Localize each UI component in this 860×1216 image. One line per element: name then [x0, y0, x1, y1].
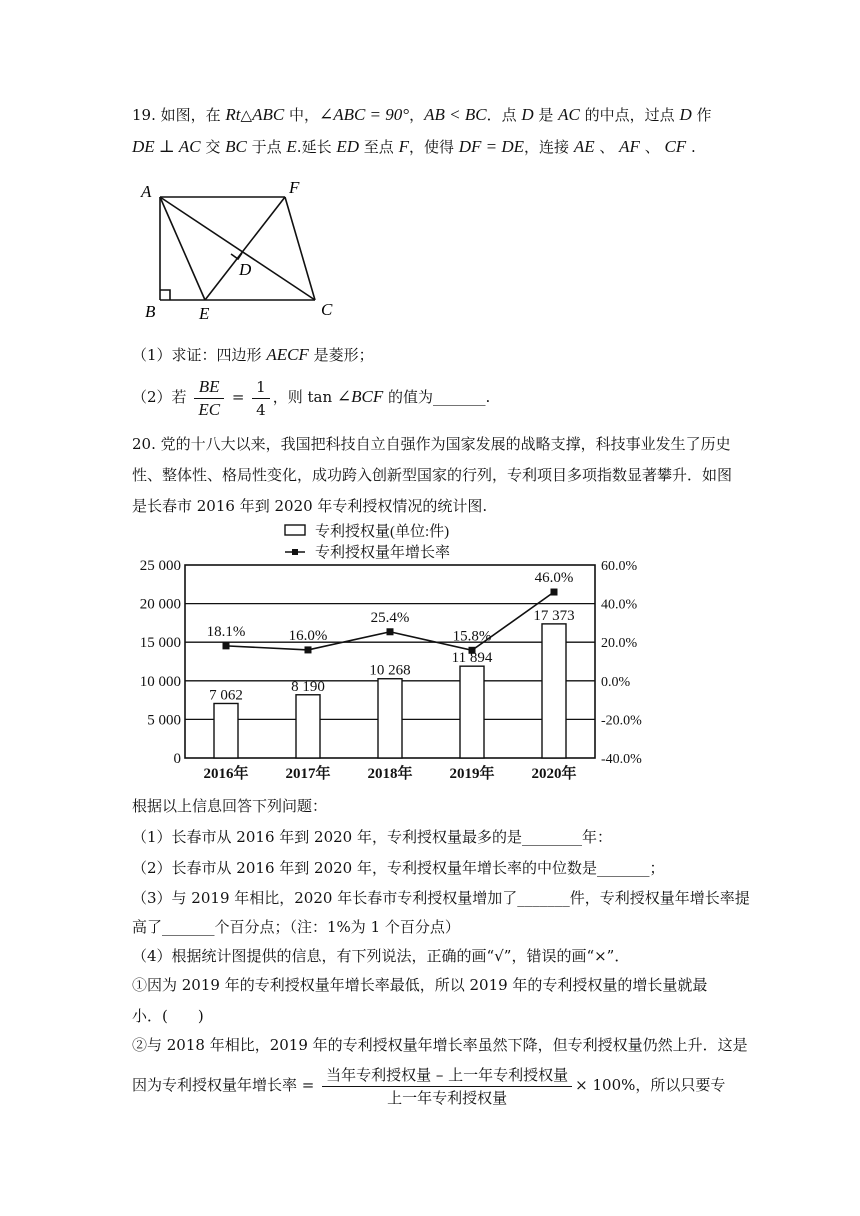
left-tick-label: 25 000 [139, 558, 181, 574]
right-tick-label: 40.0% [601, 597, 638, 613]
q19-part2: （2）若 $\frac{BE}{EC}$ = $\frac{1}{4}$ ，则 tan ∠BCF 的值为_______. [132, 376, 491, 419]
growth-rate-formula: $\frac{\text{当年专利授权量 – 上一年专利授权量}}{\text{上一年专利授权量}}$ [322, 1064, 572, 1109]
legend-bar-label: 专利授权量(单位:件) [315, 524, 450, 540]
left-tick-label: 5 000 [147, 712, 181, 729]
q20-lead: 根据以上信息回答下列问题： [132, 797, 328, 815]
q20-statement-1a: ①因为 2019 年的专利授权量年增长率最低，所以 2019 年的专利授权量的增长量就最 [132, 976, 708, 994]
q20-question-3a: （3）与 2019 年相比，2020 年长春市专利授权量增加了_______件，专利授权量年增长率提 [132, 889, 750, 907]
fraction-be-ec: $\frac{BE}{EC}$ [194, 376, 224, 421]
patent-chart [125, 520, 645, 788]
label-f: F [289, 178, 300, 197]
bar-value-label: 17 373 [533, 607, 575, 624]
label-c: C [321, 300, 333, 319]
bar [296, 695, 320, 758]
category-label: 2019年 [449, 766, 495, 782]
growth-value-label: 16.0% [288, 627, 328, 644]
left-tick-label: 10 000 [139, 673, 181, 690]
label-a: A [141, 182, 152, 201]
right-tick-label: -40.0% [601, 752, 642, 767]
bar [460, 666, 484, 758]
geometry-figure [135, 175, 345, 325]
bar-value-label: 8 190 [291, 678, 325, 695]
legend-line-marker [292, 549, 298, 555]
growth-point [305, 646, 312, 653]
segment-fc [285, 197, 315, 300]
right-tick-label: 0.0% [601, 674, 631, 690]
q20-intro-line2: 性、整体性、格局性变化，成功跨入创新型国家的行列，专利项目多项指数显著攀升．如图 [132, 466, 733, 484]
right-tick-label: 60.0% [601, 559, 638, 574]
q20-question-1: （1）长春市从 2016 年到 2020 年，专利授权量最多的是________年： [132, 828, 612, 846]
bar-value-label: 11 894 [451, 650, 493, 667]
q19-line2: DE ⊥ AC 交 BC 于点 E.延长 ED 至点 F，使得 DF = DE，连接 AE 、 AF 、 CF . [132, 137, 696, 156]
right-tick-label: 20.0% [601, 636, 638, 652]
right-angle-b [160, 290, 170, 300]
q20-intro-line1: 20. 党的十八大以来，我国把科技自立自强作为国家发展的战略支撑，科技事业发生了历史 [132, 435, 731, 453]
q20-question-2: （2）长春市从 2016 年到 2020 年，专利授权量年增长率的中位数是_______； [132, 859, 665, 877]
category-label: 2016年 [203, 766, 249, 782]
chart-bars [214, 624, 566, 758]
label-d: D [239, 260, 252, 279]
growth-point [387, 628, 394, 635]
q20-intro-line3: 是长春市 2016 年到 2020 年专利授权情况的统计图. [132, 497, 488, 515]
q20-statement-2b: 因为专利授权量年增长率 = $\frac{\text{当年专利授权量 – 上一年专利授权量}}{\text{上一年专利授权量}}$ × 100%，所以只要专 [132, 1065, 726, 1107]
right-tick-label: -20.0% [601, 713, 642, 729]
bar [542, 624, 566, 758]
q20-statement-2a: ②与 2018 年相比，2019 年的专利授权量年增长率虽然下降，但专利授权量仍然上升．这是 [132, 1036, 748, 1054]
growth-point [551, 589, 558, 596]
bar-value-label: 7 062 [209, 687, 243, 704]
q19-part1: （1）求证：四边形 AECF 是菱形； [132, 345, 374, 364]
q19-line1: 19. 如图，在 Rt△ABC 中，∠ABC = 90°，AB < BC．点 D 是 AC 的中点，过点 D 作 [132, 105, 712, 124]
left-tick-label: 0 [173, 751, 181, 767]
growth-value-label: 46.0% [534, 570, 574, 587]
legend-line-label: 专利授权量年增长率 [315, 545, 451, 561]
category-label: 2017年 [285, 766, 331, 782]
q20-statement-1b: 小．( ) [132, 1007, 204, 1025]
category-label: 2018年 [367, 766, 413, 782]
q20-question-4: （4）根据统计图提供的信息，有下列说法，正确的画“√”，错误的画“×”． [132, 947, 630, 965]
growth-value-label: 15.8% [452, 628, 492, 645]
category-label: 2020年 [531, 766, 577, 782]
growth-value-label: 25.4% [370, 609, 410, 626]
left-tick-label: 15 000 [139, 635, 181, 652]
bar-value-label: 10 268 [369, 662, 411, 679]
legend-bar-swatch [285, 525, 305, 535]
segment-ef [205, 197, 285, 300]
growth-value-label: 18.1% [206, 623, 246, 640]
growth-point [223, 642, 230, 649]
bar [214, 703, 238, 758]
left-tick-label: 20 000 [139, 596, 181, 613]
q20-question-3b: 高了_______个百分点；（注：1%为 1 个百分点） [132, 918, 460, 936]
label-e: E [199, 304, 210, 323]
label-b: B [145, 302, 156, 321]
bar [378, 679, 402, 758]
fraction-one-quarter: $\frac{1}{4}$ [252, 376, 270, 421]
